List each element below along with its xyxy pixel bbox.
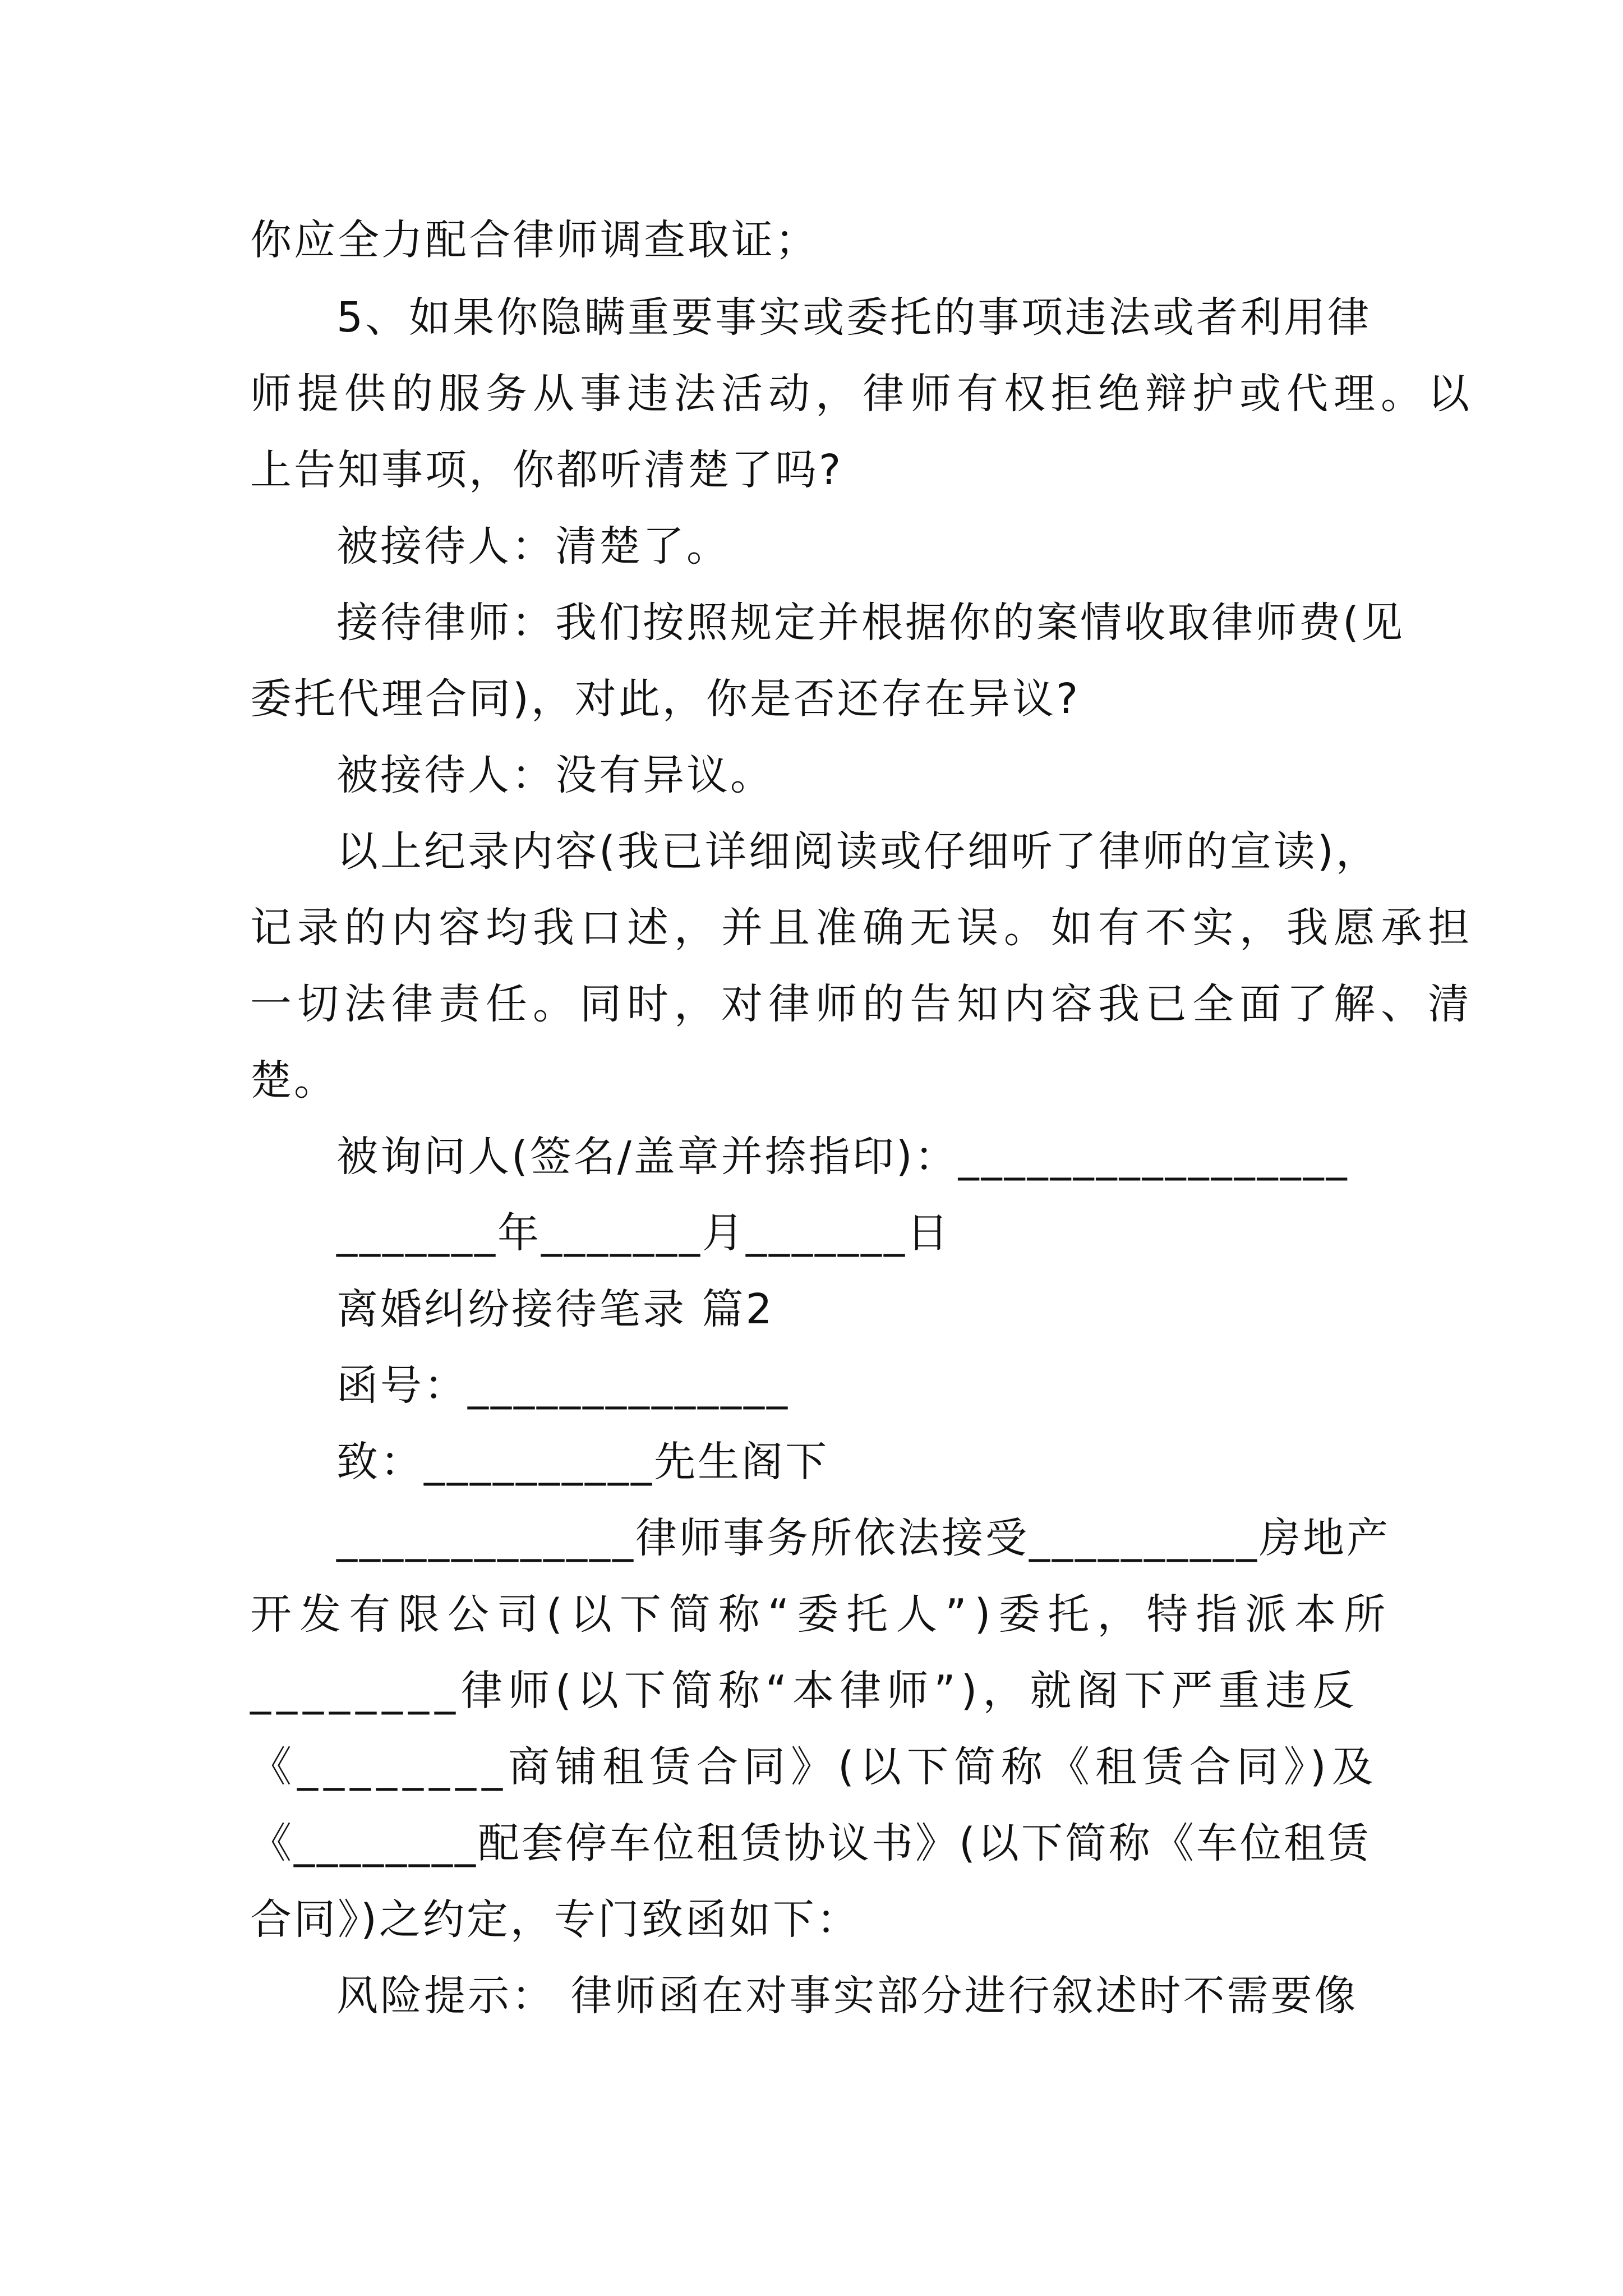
- text-line: 《________配套停车位租赁协议书》(以下简称《车位租赁: [250, 1819, 1371, 1867]
- text-line: 被接待人：没有异议。: [336, 751, 774, 799]
- letter-number-line: 函号：______________: [336, 1361, 790, 1410]
- section-heading: 离婚纠纷接待笔录 篇2: [336, 1285, 774, 1333]
- risk-tip-line: 风险提示： 律师函在对事实部分进行叙述时不需要像: [336, 1972, 1358, 2020]
- text-line: _____________律师事务所依法接受__________房地产: [336, 1514, 1390, 1562]
- text-line: 《________商铺租赁合同》(以下简称《租赁合同》)及: [250, 1743, 1379, 1791]
- text-line: 5、如果你隐瞒重要事实或委托的事项违法或者利用律: [336, 293, 1372, 342]
- text-line: 一切法律责任。同时，对律师的告知内容我已全面了解、清: [250, 980, 1475, 1028]
- text-line: 你应全力配合律师调查取证；: [250, 216, 819, 264]
- text-line: 被接待人：清楚了。: [336, 522, 730, 570]
- text-line: 委托代理合同)，对此，你是否还存在异议?: [250, 675, 1081, 723]
- signature-line: 被询问人(签名/盖章并捺指印)：_________________: [336, 1133, 1349, 1181]
- text-line: 开发有限公司(以下简称“委托人”)委托，特指派本所: [250, 1590, 1394, 1639]
- text-line: 楚。: [250, 1056, 338, 1105]
- text-line: 上告知事项，你都听清楚了吗?: [250, 446, 843, 494]
- text-line: 合同》)之约定，专门致函如下：: [250, 1895, 860, 1944]
- text-line: 接待律师：我们按照规定并根据你的案情收取律师费(见: [336, 599, 1405, 647]
- text-line: 记录的内容均我口述，并且准确无误。如有不实，我愿承担: [250, 904, 1475, 952]
- date-line: _______年_______月_______日: [336, 1209, 951, 1257]
- addressee-line: 致：__________先生阁下: [336, 1438, 829, 1486]
- text-line: ________律师(以下简称“本律师”)，就阁下严重违反: [250, 1667, 1360, 1715]
- text-line: 师提供的服务从事违法活动，律师有权拒绝辩护或代理。以: [250, 370, 1475, 418]
- text-line: 以上纪录内容(我已详细阅读或仔细听了律师的宣读)，: [336, 827, 1380, 876]
